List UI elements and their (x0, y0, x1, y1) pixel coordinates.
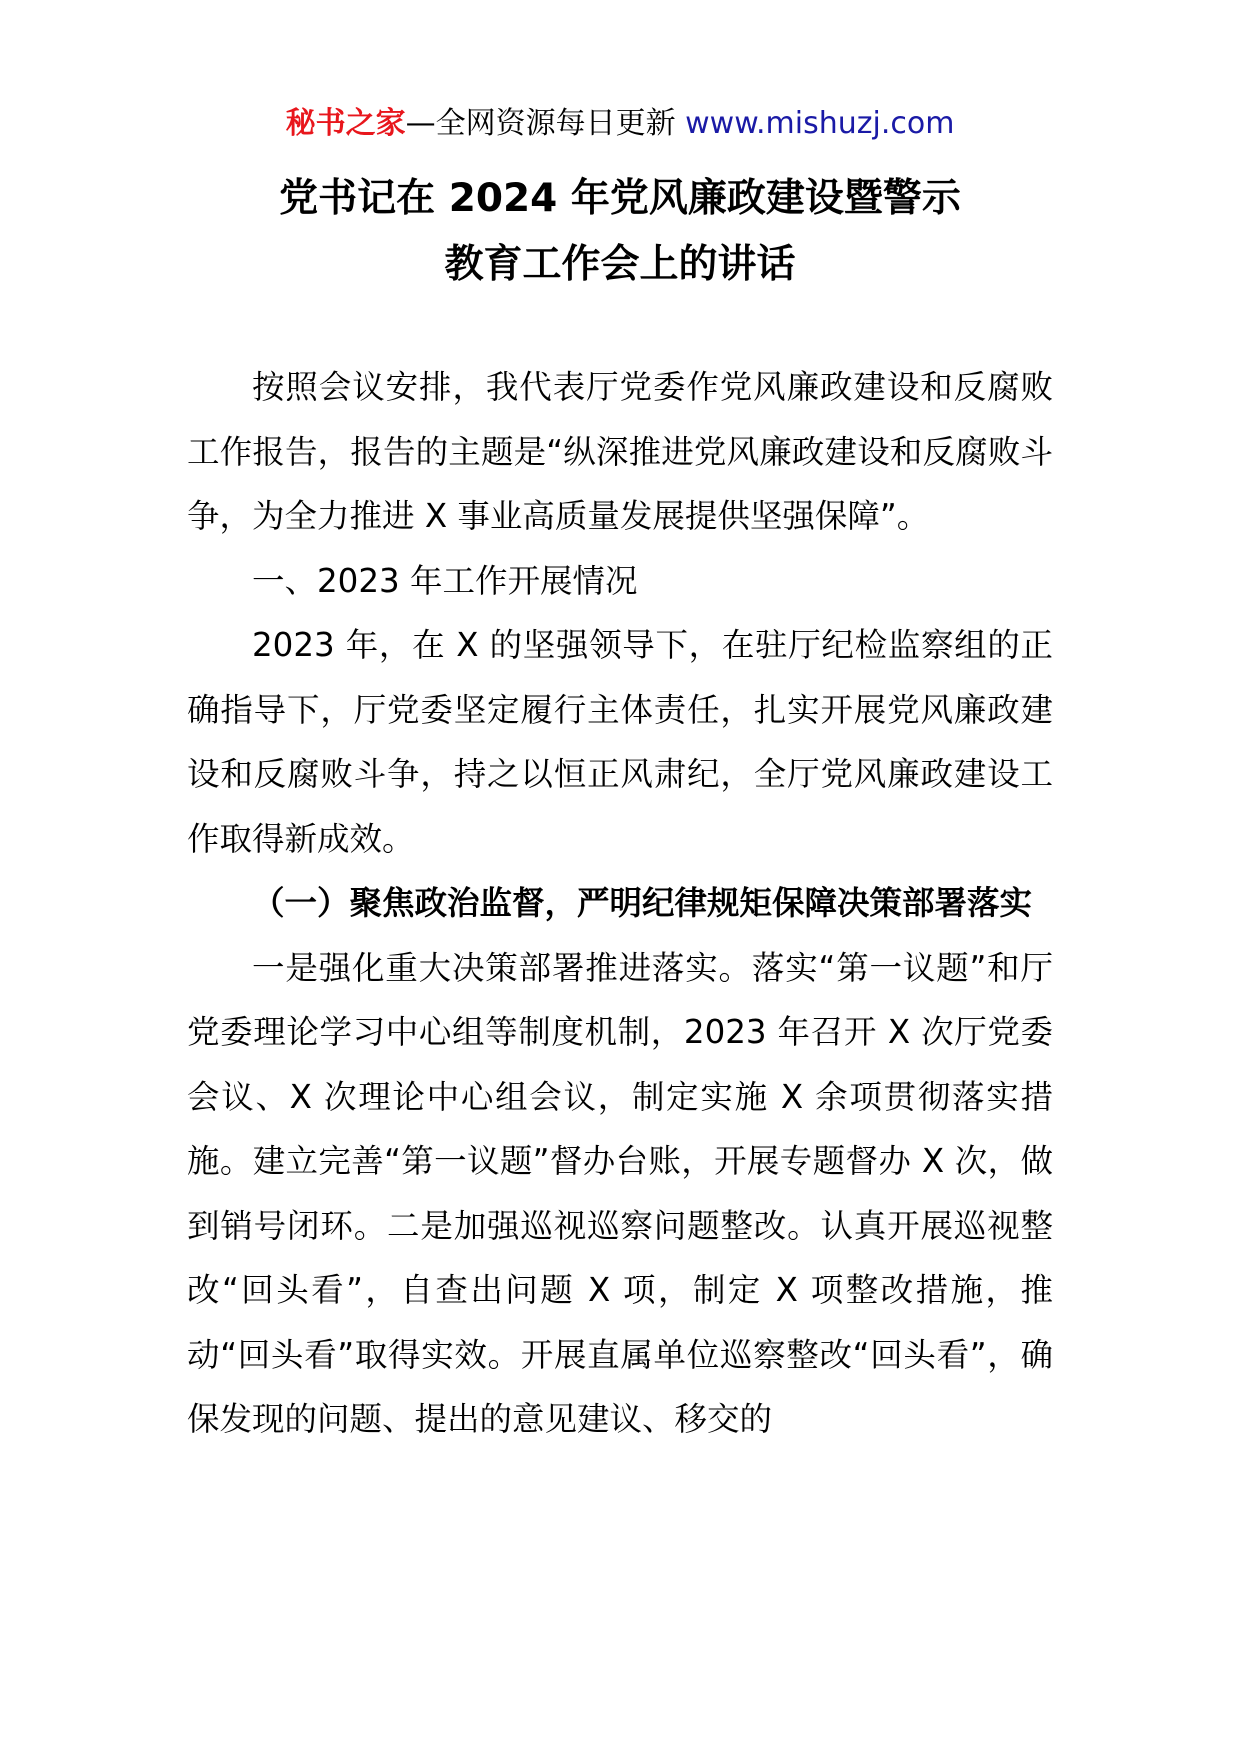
header-tagline: —全网资源每日更新 (405, 106, 686, 141)
subsection-heading: （一）聚焦政治监督，严明纪律规矩保障决策部署落实 (252, 884, 1033, 922)
site-header (0, 104, 1240, 144)
section-heading: 一、2023 年工作开展情况 (252, 561, 638, 600)
brand-name: 秘书之家 (285, 106, 406, 141)
title-line-1: 党书记在 2024 年党风廉政建设暨警示 (279, 176, 961, 221)
intro-paragraph: 按照会议安排，我代表厅党委作党风廉政建设和反腐败工作报告，报告的主题是“纵深推进党风廉政建设和反腐败斗争，为全力推进 X 事业高质量发展提供坚强保障”。 (187, 368, 1053, 535)
document-body (187, 355, 1053, 1452)
summary-paragraph: 2023 年，在 X 的坚强领导下，在驻厅纪检监察组的正确指导下，厅党委坚定履行主体责任，扎实开展党风廉政建设和反腐败斗争，持之以恒正风肃纪，全厅党风廉政建设工作取得新成效。 (187, 626, 1053, 858)
site-url[interactable]: www.mishuzj.com (685, 106, 955, 141)
detail-paragraph: 一是强化重大决策部署推进落实。落实“第一议题”和厅党委理论学习中心组等制度机制，2023 年召开 X 次厅党委会议、X 次理论中心组会议，制定实施 X 余项贯彻落实措施。建立完善“第一议题”督办台账，开展专题督办 X 次，做到销号闭环。二是加强巡视巡察问题整改。认真开展巡视整改“回头看”，自查出问题 X 项，制定 X 项整改措施，推动“回头看”取得实效。开展直属单位巡察整改“回头看”，确保发现的问题、提出的意见建议、移交的 (187, 948, 1053, 1438)
document-title (0, 166, 1240, 298)
title-line-2: 教育工作会上的讲话 (444, 242, 796, 287)
